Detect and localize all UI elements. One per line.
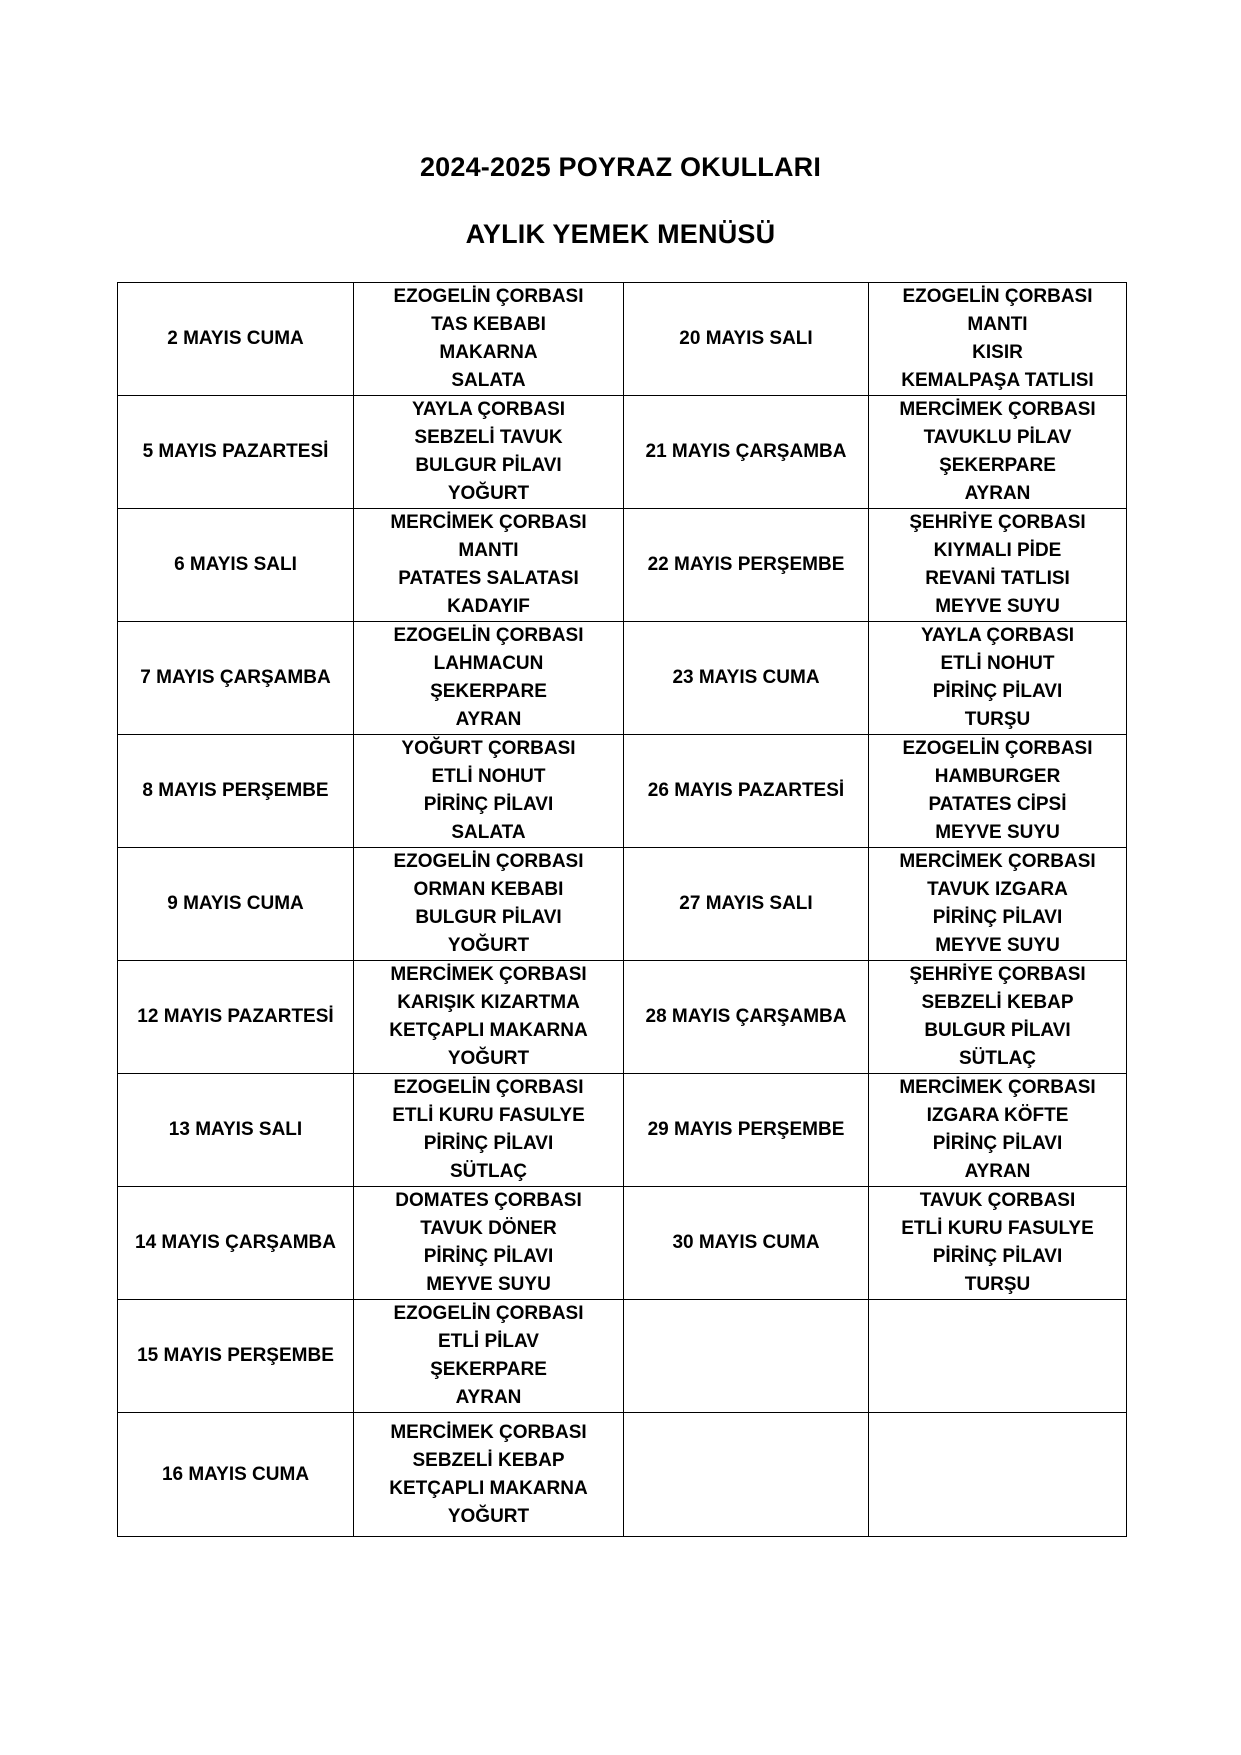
dish-item: TURŞU (964, 709, 1031, 730)
menu-row (118, 622, 1127, 735)
dish-item: TURŞU (964, 1274, 1031, 1295)
dish-item: YOĞURT (447, 935, 530, 956)
left-day-cell: 8 MAYIS PERŞEMBE (118, 735, 354, 848)
dish-item: PİRİNÇ PİLAVI (423, 1246, 554, 1267)
right-day-cell: 23 MAYIS CUMA (624, 622, 869, 735)
dish-item: MERCİMEK ÇORBASI (899, 1077, 1096, 1098)
dish-item: AYRAN (964, 483, 1031, 504)
dish-item: MEYVE SUYU (935, 822, 1060, 843)
left-menu-cell (354, 622, 624, 735)
dish-item: REVANİ TATLISI (925, 568, 1070, 589)
menu-row (118, 961, 1127, 1074)
dish-item: IZGARA KÖFTE (926, 1105, 1069, 1126)
right-menu-cell (869, 1074, 1127, 1187)
left-menu-cell (354, 1300, 624, 1413)
dish-item: ETLİ KURU FASULYE (392, 1105, 585, 1126)
dish-item: EZOGELİN ÇORBASI (393, 286, 584, 307)
dish-item: KISIR (972, 342, 1023, 363)
dish-item: TAVUK ÇORBASI (919, 1190, 1076, 1211)
dish-item: PİRİNÇ PİLAVI (932, 907, 1063, 928)
dish-item: ŞEKERPARE (430, 1359, 547, 1380)
right-day-cell: 26 MAYIS PAZARTESİ (624, 735, 869, 848)
dish-item: ETLİ NOHUT (431, 766, 546, 787)
dish-item: EZOGELİN ÇORBASI (393, 1077, 584, 1098)
right-day-cell: 27 MAYIS SALI (624, 848, 869, 961)
left-menu-cell (354, 961, 624, 1074)
menu-row (118, 396, 1127, 509)
right-menu-cell (869, 509, 1127, 622)
left-menu-cell (354, 1187, 624, 1300)
right-menu-cell (869, 1413, 1127, 1537)
dish-item: SALATA (451, 822, 526, 843)
dish-item: ETLİ NOHUT (940, 653, 1055, 674)
dish-item: MEYVE SUYU (935, 596, 1060, 617)
dish-item: MERCİMEK ÇORBASI (899, 851, 1096, 872)
left-menu-cell (354, 1413, 624, 1537)
menu-row (118, 735, 1127, 848)
left-menu-cell (354, 283, 624, 396)
dish-item: TAVUK IZGARA (927, 879, 1068, 900)
left-day-cell: 13 MAYIS SALI (118, 1074, 354, 1187)
left-day-cell: 2 MAYIS CUMA (118, 283, 354, 396)
left-menu-cell (354, 1074, 624, 1187)
left-day-cell: 7 MAYIS ÇARŞAMBA (118, 622, 354, 735)
dish-item: MANTI (458, 540, 519, 561)
dish-item: TAS KEBABI (431, 314, 546, 335)
dish-item: ETLİ KURU FASULYE (901, 1218, 1094, 1239)
left-day-cell: 16 MAYIS CUMA (118, 1413, 354, 1537)
dish-item: MERCİMEK ÇORBASI (390, 964, 587, 985)
dish-item: AYRAN (455, 709, 522, 730)
right-menu-cell (869, 735, 1127, 848)
left-menu-cell (354, 735, 624, 848)
dish-item: SEBZELİ TAVUK (414, 427, 563, 448)
menu-table (117, 282, 1127, 1537)
dish-item: MEYVE SUYU (426, 1274, 551, 1295)
dish-item: MERCİMEK ÇORBASI (899, 399, 1096, 420)
dish-item: KADAYIF (447, 596, 530, 617)
dish-item: HAMBURGER (934, 766, 1061, 787)
left-day-cell: 9 MAYIS CUMA (118, 848, 354, 961)
dish-item: PATATES SALATASI (398, 568, 579, 589)
page-subtitle: AYLIK YEMEK MENÜSÜ (465, 219, 776, 249)
dish-item: ŞEHRİYE ÇORBASI (909, 964, 1086, 985)
menu-row (118, 509, 1127, 622)
dish-item: ŞEKERPARE (939, 455, 1056, 476)
dish-item: TAVUKLU PİLAV (923, 427, 1072, 448)
left-menu-cell (354, 509, 624, 622)
left-day-cell: 6 MAYIS SALI (118, 509, 354, 622)
menu-row (118, 848, 1127, 961)
dish-item: YOĞURT (447, 1505, 530, 1527)
right-menu-cell (869, 396, 1127, 509)
dish-item: YOĞURT (447, 1048, 530, 1069)
page-title: 2024-2025 POYRAZ OKULLARI (419, 152, 822, 182)
dish-item: PİRİNÇ PİLAVI (932, 1246, 1063, 1267)
dish-item: SÜTLAÇ (958, 1048, 1037, 1069)
dish-item: ORMAN KEBABI (413, 879, 564, 900)
dish-item: MERCİMEK ÇORBASI (390, 1421, 587, 1443)
dish-item: BULGUR PİLAVI (924, 1020, 1071, 1041)
right-day-cell: 21 MAYIS ÇARŞAMBA (624, 396, 869, 509)
dish-item: SÜTLAÇ (449, 1161, 528, 1182)
dish-item: AYRAN (964, 1161, 1031, 1182)
right-menu-cell (869, 1187, 1127, 1300)
right-menu-cell (869, 1300, 1127, 1413)
menu-row (118, 1413, 1127, 1537)
dish-item: YOĞURT ÇORBASI (401, 738, 576, 759)
right-day-cell (624, 1300, 869, 1413)
dish-item: BULGUR PİLAVI (415, 907, 562, 928)
left-day-cell: 15 MAYIS PERŞEMBE (118, 1300, 354, 1413)
dish-item: YAYLA ÇORBASI (411, 399, 566, 420)
dish-item: ETLİ PİLAV (438, 1331, 539, 1352)
menu-row (118, 283, 1127, 396)
left-day-cell: 5 MAYIS PAZARTESİ (118, 396, 354, 509)
right-day-cell: 30 MAYIS CUMA (624, 1187, 869, 1300)
dish-item: SEBZELİ KEBAP (412, 1449, 565, 1471)
dish-item: MERCİMEK ÇORBASI (390, 512, 587, 533)
dish-item: AYRAN (455, 1387, 522, 1408)
dish-item: EZOGELİN ÇORBASI (902, 738, 1093, 759)
dish-item: EZOGELİN ÇORBASI (393, 625, 584, 646)
dish-item: SEBZELİ KEBAP (921, 992, 1074, 1013)
right-menu-cell (869, 622, 1127, 735)
dish-item: ŞEKERPARE (430, 681, 547, 702)
dish-item: KETÇAPLI MAKARNA (389, 1477, 588, 1499)
menu-row (118, 1187, 1127, 1300)
right-menu-cell (869, 283, 1127, 396)
dish-item: KETÇAPLI MAKARNA (389, 1020, 588, 1041)
right-day-cell: 29 MAYIS PERŞEMBE (624, 1074, 869, 1187)
left-day-cell: 14 MAYIS ÇARŞAMBA (118, 1187, 354, 1300)
dish-item: MAKARNA (439, 342, 538, 363)
left-menu-cell (354, 396, 624, 509)
left-day-cell: 12 MAYIS PAZARTESİ (118, 961, 354, 1074)
right-day-cell: 22 MAYIS PERŞEMBE (624, 509, 869, 622)
dish-item: EZOGELİN ÇORBASI (393, 1303, 584, 1324)
dish-item: YOĞURT (447, 483, 530, 504)
dish-item: PİRİNÇ PİLAVI (932, 1133, 1063, 1154)
menu-table-body (118, 283, 1127, 1537)
dish-item: LAHMACUN (433, 653, 544, 674)
dish-item: MANTI (967, 314, 1028, 335)
dish-item: SALATA (451, 370, 526, 391)
dish-item: DOMATES ÇORBASI (395, 1190, 582, 1211)
dish-item: ŞEHRİYE ÇORBASI (909, 512, 1086, 533)
dish-item: MEYVE SUYU (935, 935, 1060, 956)
dish-item: TAVUK DÖNER (420, 1218, 557, 1239)
dish-item: EZOGELİN ÇORBASI (902, 286, 1093, 307)
dish-item: PİRİNÇ PİLAVI (423, 1133, 554, 1154)
dish-item: KARIŞIK KIZARTMA (397, 992, 580, 1013)
right-day-cell: 28 MAYIS ÇARŞAMBA (624, 961, 869, 1074)
dish-item: PATATES CİPSİ (928, 794, 1067, 815)
dish-item: BULGUR PİLAVI (415, 455, 562, 476)
menu-row (118, 1300, 1127, 1413)
right-menu-cell (869, 961, 1127, 1074)
dish-item: KEMALPAŞA TATLISI (901, 370, 1094, 391)
menu-row (118, 1074, 1127, 1187)
dish-item: EZOGELİN ÇORBASI (393, 851, 584, 872)
dish-item: KIYMALI PİDE (933, 540, 1062, 561)
dish-item: PİRİNÇ PİLAVI (423, 794, 554, 815)
left-menu-cell (354, 848, 624, 961)
right-day-cell (624, 1413, 869, 1537)
right-day-cell: 20 MAYIS SALI (624, 283, 869, 396)
right-menu-cell (869, 848, 1127, 961)
dish-item: PİRİNÇ PİLAVI (932, 681, 1063, 702)
dish-item: YAYLA ÇORBASI (920, 625, 1075, 646)
